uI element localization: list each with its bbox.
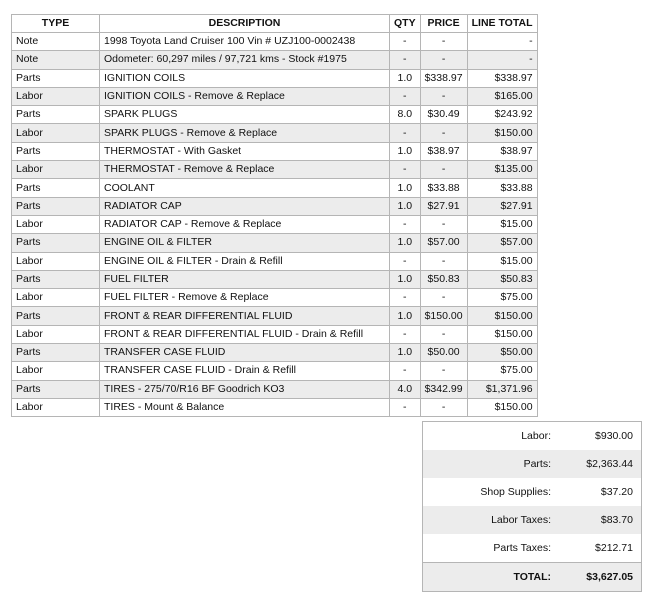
cell-type: Parts bbox=[12, 106, 100, 124]
cell-description: RADIATOR CAP bbox=[100, 197, 390, 215]
cell-description: ENGINE OIL & FILTER bbox=[100, 234, 390, 252]
totals-row bbox=[423, 534, 642, 563]
cell-price: $30.49 bbox=[420, 106, 467, 124]
cell-qty: - bbox=[390, 33, 421, 51]
cell-qty: - bbox=[390, 362, 421, 380]
table-header-row bbox=[12, 15, 538, 33]
cell-qty: - bbox=[390, 398, 421, 416]
cell-line-total: $27.91 bbox=[467, 197, 537, 215]
cell-line-total: $50.83 bbox=[467, 270, 537, 288]
cell-line-total: $75.00 bbox=[467, 362, 537, 380]
cell-qty: 8.0 bbox=[390, 106, 421, 124]
cell-description: FRONT & REAR DIFFERENTIAL FLUID - Drain & Refill bbox=[100, 325, 390, 343]
table-row bbox=[12, 161, 538, 179]
cell-price: $38.97 bbox=[420, 142, 467, 160]
totals-label: Labor Taxes: bbox=[423, 506, 560, 534]
cell-type: Parts bbox=[12, 69, 100, 87]
cell-line-total: $243.92 bbox=[467, 106, 537, 124]
cell-qty: 1.0 bbox=[390, 234, 421, 252]
cell-description: ENGINE OIL & FILTER - Drain & Refill bbox=[100, 252, 390, 270]
cell-description: IGNITION COILS bbox=[100, 69, 390, 87]
cell-description: COOLANT bbox=[100, 179, 390, 197]
header-description: DESCRIPTION bbox=[100, 15, 390, 33]
cell-line-total: $150.00 bbox=[467, 325, 537, 343]
table-row bbox=[12, 289, 538, 307]
cell-qty: - bbox=[390, 289, 421, 307]
cell-price: - bbox=[420, 51, 467, 69]
cell-description: FRONT & REAR DIFFERENTIAL FLUID bbox=[100, 307, 390, 325]
cell-qty: - bbox=[390, 51, 421, 69]
cell-type: Labor bbox=[12, 252, 100, 270]
cell-description: FUEL FILTER - Remove & Replace bbox=[100, 289, 390, 307]
cell-price: $342.99 bbox=[420, 380, 467, 398]
cell-type: Note bbox=[12, 33, 100, 51]
cell-type: Labor bbox=[12, 161, 100, 179]
totals-summary bbox=[422, 421, 642, 592]
totals-label: TOTAL: bbox=[423, 563, 560, 592]
cell-type: Parts bbox=[12, 380, 100, 398]
cell-price: $57.00 bbox=[420, 234, 467, 252]
table-row bbox=[12, 51, 538, 69]
cell-price: - bbox=[420, 33, 467, 51]
cell-price: - bbox=[420, 87, 467, 105]
totals-label: Labor: bbox=[521, 430, 551, 442]
cell-line-total: - bbox=[467, 33, 537, 51]
header-line-total: LINE TOTAL bbox=[467, 15, 537, 33]
totals-label: Shop Supplies: bbox=[480, 486, 551, 498]
cell-qty: - bbox=[390, 161, 421, 179]
totals-label: Parts Taxes: bbox=[493, 542, 551, 554]
cell-line-total: $15.00 bbox=[467, 252, 537, 270]
table-row bbox=[12, 234, 538, 252]
line-items-table bbox=[11, 14, 538, 417]
cell-line-total: $1,371.96 bbox=[467, 380, 537, 398]
cell-description: TRANSFER CASE FLUID - Drain & Refill bbox=[100, 362, 390, 380]
totals-row bbox=[423, 422, 642, 451]
cell-qty: 1.0 bbox=[390, 270, 421, 288]
cell-qty: 4.0 bbox=[390, 380, 421, 398]
cell-qty: - bbox=[390, 252, 421, 270]
cell-price: $150.00 bbox=[420, 307, 467, 325]
cell-qty: 1.0 bbox=[390, 179, 421, 197]
cell-qty: - bbox=[390, 215, 421, 233]
table-row bbox=[12, 398, 538, 416]
cell-description: TIRES - 275/70/R16 BF Goodrich KO3 bbox=[100, 380, 390, 398]
totals-value: $83.70 bbox=[559, 506, 642, 534]
cell-description: SPARK PLUGS bbox=[100, 106, 390, 124]
cell-description: IGNITION COILS - Remove & Replace bbox=[100, 87, 390, 105]
totals-row bbox=[423, 450, 642, 478]
cell-price: - bbox=[420, 325, 467, 343]
table-row bbox=[12, 124, 538, 142]
cell-description: THERMOSTAT - With Gasket bbox=[100, 142, 390, 160]
cell-line-total: $338.97 bbox=[467, 69, 537, 87]
totals-row bbox=[423, 478, 642, 506]
cell-line-total: $38.97 bbox=[467, 142, 537, 160]
cell-line-total: $165.00 bbox=[467, 87, 537, 105]
table-row bbox=[12, 307, 538, 325]
totals-value: $3,627.05 bbox=[559, 563, 642, 592]
table-row bbox=[12, 270, 538, 288]
cell-qty: - bbox=[390, 325, 421, 343]
header-qty: QTY bbox=[390, 15, 421, 33]
cell-line-total: - bbox=[467, 51, 537, 69]
cell-type: Labor bbox=[12, 289, 100, 307]
cell-type: Labor bbox=[12, 215, 100, 233]
cell-type: Parts bbox=[12, 344, 100, 362]
cell-type: Parts bbox=[12, 142, 100, 160]
cell-line-total: $57.00 bbox=[467, 234, 537, 252]
cell-type: Labor bbox=[12, 398, 100, 416]
cell-description: TRANSFER CASE FLUID bbox=[100, 344, 390, 362]
cell-price: - bbox=[420, 289, 467, 307]
table-row bbox=[12, 344, 538, 362]
cell-price: $27.91 bbox=[420, 197, 467, 215]
totals-value: $2,363.44 bbox=[559, 450, 642, 478]
table-row bbox=[12, 252, 538, 270]
cell-type: Parts bbox=[12, 179, 100, 197]
cell-type: Note bbox=[12, 51, 100, 69]
cell-qty: 1.0 bbox=[390, 344, 421, 362]
table-row bbox=[12, 142, 538, 160]
cell-line-total: $135.00 bbox=[467, 161, 537, 179]
table-row bbox=[12, 87, 538, 105]
cell-description: FUEL FILTER bbox=[100, 270, 390, 288]
cell-line-total: $15.00 bbox=[467, 215, 537, 233]
cell-qty: - bbox=[390, 87, 421, 105]
table-row bbox=[12, 362, 538, 380]
table-row bbox=[12, 215, 538, 233]
table-row bbox=[12, 33, 538, 51]
cell-type: Labor bbox=[12, 362, 100, 380]
table-row bbox=[12, 325, 538, 343]
cell-description: THERMOSTAT - Remove & Replace bbox=[100, 161, 390, 179]
cell-price: - bbox=[420, 362, 467, 380]
table-row bbox=[12, 197, 538, 215]
cell-line-total: $50.00 bbox=[467, 344, 537, 362]
cell-qty: 1.0 bbox=[390, 307, 421, 325]
cell-price: - bbox=[420, 215, 467, 233]
cell-price: $33.88 bbox=[420, 179, 467, 197]
cell-price: $50.00 bbox=[420, 344, 467, 362]
table-row bbox=[12, 106, 538, 124]
cell-qty: 1.0 bbox=[390, 142, 421, 160]
table-row bbox=[12, 69, 538, 87]
cell-qty: 1.0 bbox=[390, 197, 421, 215]
table-row bbox=[12, 380, 538, 398]
cell-line-total: $75.00 bbox=[467, 289, 537, 307]
cell-description: TIRES - Mount & Balance bbox=[100, 398, 390, 416]
cell-price: - bbox=[420, 398, 467, 416]
cell-line-total: $33.88 bbox=[467, 179, 537, 197]
totals-label: Parts: bbox=[423, 450, 560, 478]
cell-type: Parts bbox=[12, 270, 100, 288]
cell-type: Labor bbox=[12, 124, 100, 142]
cell-description: Odometer: 60,297 miles / 97,721 kms - Stock #1975 bbox=[100, 51, 390, 69]
totals-value: $37.20 bbox=[600, 486, 633, 498]
cell-type: Labor bbox=[12, 325, 100, 343]
cell-qty: - bbox=[390, 124, 421, 142]
cell-qty: 1.0 bbox=[390, 69, 421, 87]
totals-value: $212.71 bbox=[595, 542, 633, 554]
header-price: PRICE bbox=[420, 15, 467, 33]
cell-line-total: $150.00 bbox=[467, 307, 537, 325]
table-row bbox=[12, 179, 538, 197]
cell-price: - bbox=[420, 161, 467, 179]
cell-type: Parts bbox=[12, 197, 100, 215]
cell-price: - bbox=[420, 124, 467, 142]
cell-description: 1998 Toyota Land Cruiser 100 Vin # UZJ100-0002438 bbox=[100, 33, 390, 51]
totals-row bbox=[423, 506, 642, 534]
totals-value: $930.00 bbox=[595, 430, 633, 442]
cell-type: Parts bbox=[12, 234, 100, 252]
cell-price: - bbox=[420, 252, 467, 270]
cell-type: Parts bbox=[12, 307, 100, 325]
cell-line-total: $150.00 bbox=[467, 398, 537, 416]
cell-description: SPARK PLUGS - Remove & Replace bbox=[100, 124, 390, 142]
header-type: TYPE bbox=[12, 15, 100, 33]
cell-type: Labor bbox=[12, 87, 100, 105]
cell-price: $338.97 bbox=[420, 69, 467, 87]
cell-line-total: $150.00 bbox=[467, 124, 537, 142]
cell-price: $50.83 bbox=[420, 270, 467, 288]
totals-row bbox=[423, 563, 642, 592]
cell-description: RADIATOR CAP - Remove & Replace bbox=[100, 215, 390, 233]
